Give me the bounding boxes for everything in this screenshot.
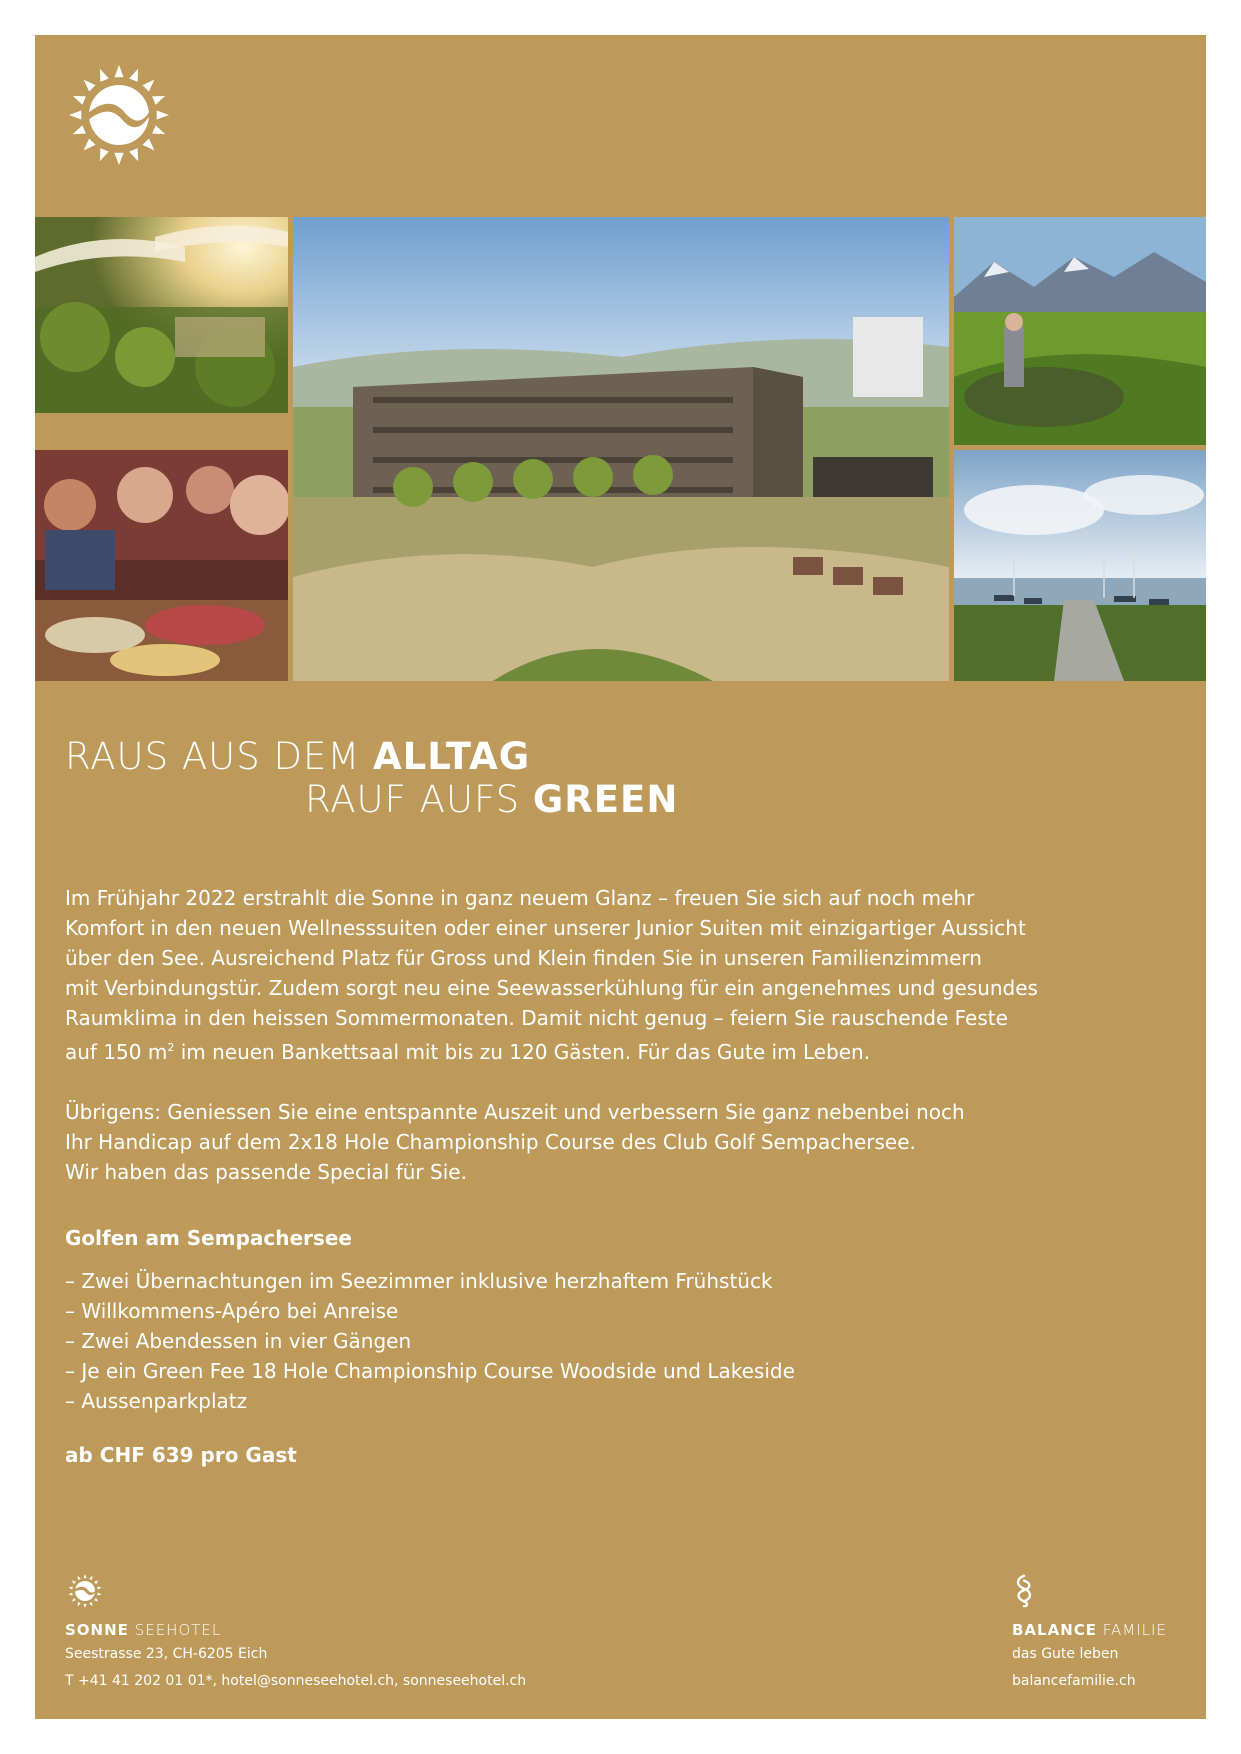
balance-web: balancefamilie.ch (1012, 1673, 1136, 1689)
balance-brand-light: FAMILIE (1097, 1621, 1167, 1639)
sun-ray (97, 1592, 101, 1595)
sun-ray (157, 110, 169, 119)
restaurant-terrace-photo (35, 217, 288, 413)
sun-ray (94, 1580, 98, 1584)
sun-ray (152, 125, 165, 134)
sun-ray (129, 69, 138, 82)
sun-ray (78, 1576, 81, 1580)
offer-item: – Zwei Abendessen in vier Gängen (65, 1329, 412, 1353)
golf-line: Übrigens: Geniessen Sie eine entspannte Auszeit und verbessern Sie ganz nebenbei noch (65, 1100, 965, 1124)
sun-ray (69, 110, 81, 119)
sun-ray (84, 80, 96, 92)
intro-line: mit Verbindungstür. Zudem sorgt neu eine Seewasserkühlung für ein angenehmes und gesundes (65, 976, 1038, 1000)
intro-line: auf 150 m (65, 1040, 168, 1064)
flyer-page (35, 35, 1206, 1719)
sun-ray (72, 1580, 76, 1584)
lake-jetty-photo (954, 450, 1206, 681)
intro-line: Raumklima in den heissen Sommermonaten. Damit nicht genug – feiern Sie rauschende Feste (65, 1006, 1008, 1030)
sonne-brand (65, 1619, 765, 1641)
golf-paragraph (65, 1097, 1175, 1187)
sun-ray (89, 1576, 92, 1580)
sun-ray (129, 148, 138, 161)
offer-item: – Zwei Übernachtungen im Seezimmer inklusive herzhaftem Frühstück (65, 1269, 773, 1293)
intro-line: im neuen Bankettsaal mit bis zu 120 Gästen. Für das Gute im Leben. (174, 1040, 871, 1064)
sonne-brand-bold: SONNE (65, 1621, 129, 1639)
golf-line: Ihr Handicap auf dem 2x18 Hole Championship Course des Club Golf Sempachersee. (65, 1130, 916, 1154)
offer-list (65, 1266, 795, 1416)
sun-ray (83, 1604, 86, 1608)
offer-price: ab CHF 639 pro Gast (65, 1443, 297, 1467)
sun-ray (84, 138, 96, 150)
headline (65, 735, 678, 821)
golfer-bunker-photo (954, 217, 1206, 445)
sonne-contact: T +41 41 202 01 01*, hotel@sonneseehotel.ch, sonneseehotel.ch (65, 1673, 527, 1689)
sun-ray (73, 125, 86, 134)
sun-ray (94, 1598, 98, 1602)
intro-line: Komfort in den neuen Wellnesssuiten oder einer unserer Junior Suiten mit einzigartiger Aussicht (65, 916, 1026, 940)
headline-line2-bold: GREEN (532, 778, 679, 821)
offer-item: – Aussenparkplatz (65, 1389, 248, 1413)
sonne-sun-small-logo-icon (65, 1573, 765, 1613)
sun-ray (68, 1587, 72, 1590)
golf-line: Wir haben das passende Special für Sie. (65, 1160, 467, 1184)
superscript-two: 2 (167, 1041, 175, 1054)
sun-ray (97, 1587, 101, 1590)
headline-line1-bold: ALLTAG (373, 735, 531, 778)
headline-line1-light: RAUS AUS DEM (65, 735, 374, 778)
balance-brand-bold: BALANCE (1012, 1621, 1098, 1639)
sun-ray (100, 69, 109, 82)
sun-ray (72, 1598, 76, 1602)
sun-ray (142, 80, 154, 92)
sun-ray (78, 1602, 81, 1606)
headline-line2-light: RAUF AUFS (305, 778, 533, 821)
sun-ray (100, 148, 109, 161)
balance-tagline: das Gute leben (1012, 1646, 1119, 1662)
offer-title: Golfen am Sempachersee (65, 1226, 352, 1250)
intro-line: Im Frühjahr 2022 erstrahlt die Sonne in ganz neuem Glanz – freuen Sie sich auf noch mehr (65, 886, 975, 910)
offer-item: – Je ein Green Fee 18 Hole Championship Course Woodside und Lakeside (65, 1359, 795, 1383)
sun-ray (68, 1592, 72, 1595)
sonne-brand-light: SEEHOTEL (128, 1621, 222, 1639)
intro-line: über den See. Ausreichend Platz für Gross und Klein finden Sie in unseren Familienzimmern (65, 946, 982, 970)
sun-ray (114, 65, 123, 77)
photo-strip (35, 217, 1206, 681)
sun-ray (152, 96, 165, 105)
balance-brand (1012, 1619, 1202, 1641)
sonne-sun-wave-logo-icon (63, 63, 179, 165)
hotel-rendering-photo (293, 217, 949, 681)
sun-ray (114, 153, 123, 165)
balance-familie-knot-logo-icon (1012, 1573, 1202, 1613)
footer-balance-familie (1012, 1573, 1202, 1695)
sun-ray (73, 96, 86, 105)
sun-ray (89, 1602, 92, 1606)
intro-paragraph (65, 883, 1175, 1067)
sun-ray (142, 138, 154, 150)
offer-item: – Willkommens-Apéro bei Anreise (65, 1299, 399, 1323)
headline-line2 (65, 778, 678, 821)
buffet-guests-photo (35, 450, 288, 681)
sun-ray (83, 1574, 86, 1578)
sonne-address: Seestrasse 23, CH-6205 Eich (65, 1646, 268, 1662)
footer-sonne (65, 1573, 765, 1695)
